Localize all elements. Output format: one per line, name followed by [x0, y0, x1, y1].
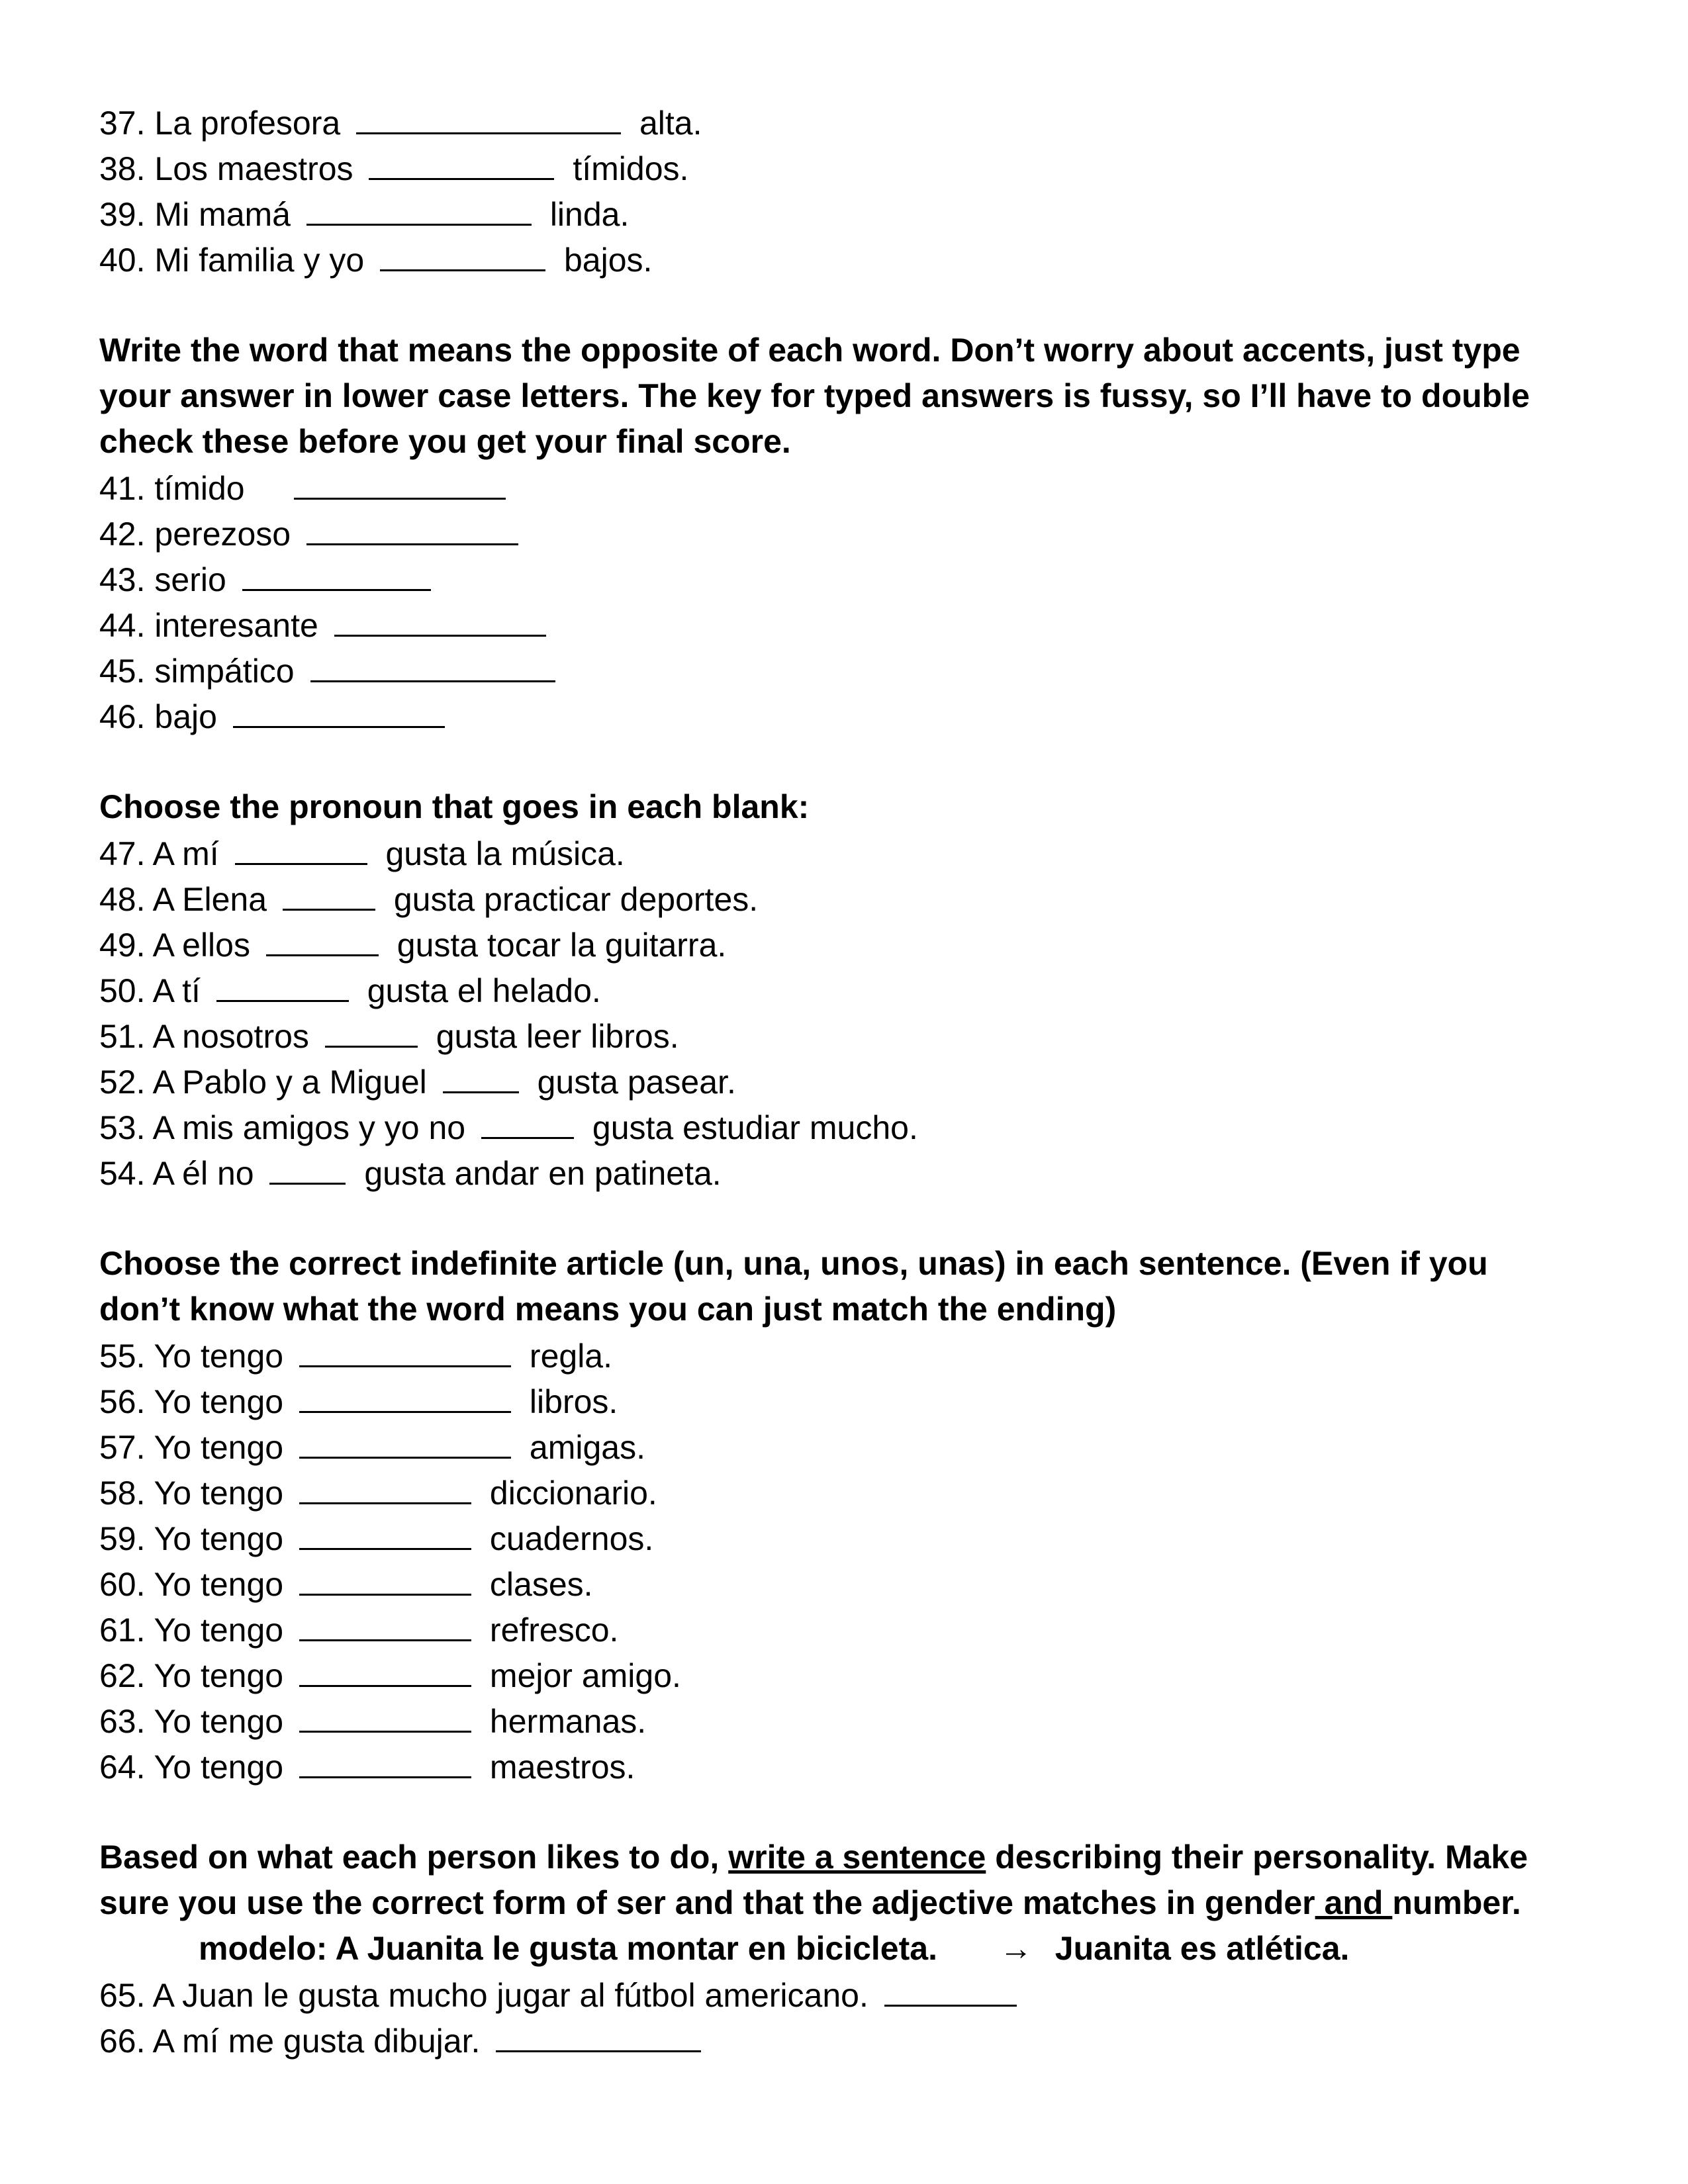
section-instruction: don’t know what the word means you can just match the ending) — [99, 1291, 1117, 1328]
question-text-end: gusta tocar la guitarra. — [397, 927, 727, 964]
answer-blank[interactable] — [443, 1058, 519, 1093]
question-61 — [99, 1606, 1589, 1652]
question-62 — [99, 1652, 1589, 1698]
answer-blank[interactable] — [269, 1150, 346, 1185]
question-text: A él no — [152, 1155, 254, 1192]
question-text-end: bajos. — [563, 242, 653, 279]
question-text: A mis amigos y yo no — [152, 1109, 466, 1146]
question-45 — [99, 647, 1589, 693]
arrow-icon: → — [999, 1930, 1033, 1967]
question-53 — [99, 1104, 1589, 1150]
section-instruction: Choose the correct indefinite article (un, una, unos, unas) in each sentence. (Even if you — [99, 1245, 1488, 1282]
question-text-end: maestros. — [489, 1749, 635, 1786]
question-text-end: gusta el helado. — [367, 972, 601, 1009]
question-41 — [99, 465, 1589, 510]
question-word: simpático — [154, 653, 295, 690]
answer-blank[interactable] — [884, 1972, 1017, 2007]
question-number: 43. — [99, 561, 146, 598]
answer-blank[interactable] — [299, 1743, 471, 1778]
answer-blank[interactable] — [294, 465, 506, 500]
worksheet-content — [99, 99, 1589, 2063]
question-54 — [99, 1150, 1589, 1195]
instruction-underlined: write a sentence — [728, 1839, 986, 1876]
answer-blank[interactable] — [235, 830, 367, 865]
question-text: Yo tengo — [154, 1475, 284, 1512]
answer-blank[interactable] — [299, 1606, 471, 1641]
question-text: Yo tengo — [154, 1338, 284, 1375]
section-instruction: check these before you get your final score. — [99, 423, 791, 460]
question-number: 58. — [99, 1475, 146, 1512]
question-57 — [99, 1424, 1589, 1469]
question-text-end: mejor amigo. — [489, 1657, 681, 1694]
question-text-end: alta. — [639, 105, 702, 142]
question-number: 59. — [99, 1520, 146, 1557]
question-text-end: libros. — [529, 1383, 618, 1420]
question-48 — [99, 876, 1589, 921]
question-text: Yo tengo — [154, 1657, 284, 1694]
question-47 — [99, 830, 1589, 876]
answer-blank[interactable] — [334, 602, 546, 637]
answer-blank[interactable] — [299, 1698, 471, 1733]
question-number: 37. — [99, 105, 146, 142]
question-text: A Pablo y a Miguel — [152, 1064, 427, 1101]
question-text: Yo tengo — [154, 1429, 284, 1466]
question-39 — [99, 191, 1589, 236]
answer-blank[interactable] — [299, 1378, 511, 1413]
answer-blank[interactable] — [496, 2017, 701, 2052]
question-text-end: regla. — [529, 1338, 612, 1375]
question-text-end: refresco. — [489, 1612, 619, 1649]
answer-blank[interactable] — [310, 647, 555, 682]
question-word: interesante — [154, 607, 318, 644]
question-number: 50. — [99, 972, 146, 1009]
answer-blank[interactable] — [266, 921, 379, 956]
question-word: perezoso — [154, 516, 291, 553]
question-number: 66. — [99, 2023, 146, 2060]
question-text: La profesora — [154, 105, 341, 142]
question-text-end: gusta practicar deportes. — [393, 881, 759, 918]
modelo-prompt: modelo: A Juanita le gusta montar en bicicleta. — [199, 1930, 937, 1967]
question-text: A tí — [152, 972, 201, 1009]
question-number: 41. — [99, 470, 146, 507]
answer-blank[interactable] — [306, 191, 532, 226]
answer-blank[interactable] — [299, 1469, 471, 1504]
instruction-underlined: and — [1315, 1884, 1393, 1921]
section-instruction: Write the word that means the opposite of each word. Don’t worry about accents, just type — [99, 332, 1521, 369]
answer-blank[interactable] — [299, 1424, 511, 1459]
modelo-example — [99, 1926, 1589, 1972]
instruction-text: number. — [1392, 1884, 1521, 1921]
question-number: 56. — [99, 1383, 146, 1420]
question-text: A mí me gusta dibujar. — [152, 2023, 481, 2060]
answer-blank[interactable] — [283, 876, 375, 911]
question-number: 61. — [99, 1612, 146, 1649]
question-number: 48. — [99, 881, 146, 918]
question-60 — [99, 1561, 1589, 1606]
answer-blank[interactable] — [299, 1652, 471, 1687]
question-text-end: diccionario. — [489, 1475, 657, 1512]
question-number: 38. — [99, 150, 146, 187]
section-instruction — [99, 1835, 1589, 1880]
question-text: Yo tengo — [154, 1612, 284, 1649]
question-49 — [99, 921, 1589, 967]
answer-blank[interactable] — [299, 1561, 471, 1596]
question-text: A Elena — [152, 881, 267, 918]
section-gap — [99, 739, 1589, 784]
question-text: Mi familia y yo — [154, 242, 365, 279]
question-number: 42. — [99, 516, 146, 553]
section-gap — [99, 1195, 1589, 1241]
question-text-end: tímidos. — [573, 150, 689, 187]
question-37 — [99, 99, 1589, 145]
question-42 — [99, 510, 1589, 556]
question-65 — [99, 1972, 1589, 2017]
question-56 — [99, 1378, 1589, 1424]
question-38 — [99, 145, 1589, 191]
question-number: 45. — [99, 653, 146, 690]
answer-blank[interactable] — [369, 145, 554, 180]
section-instruction — [99, 1880, 1589, 1926]
question-text-end: gusta andar en patineta. — [364, 1155, 722, 1192]
question-text-end: linda. — [549, 196, 630, 233]
question-44 — [99, 602, 1589, 647]
question-46 — [99, 693, 1589, 739]
question-50 — [99, 967, 1589, 1013]
question-text: A Juan le gusta mucho jugar al fútbol americano. — [152, 1977, 868, 2014]
question-number: 63. — [99, 1703, 146, 1740]
answer-blank[interactable] — [233, 693, 445, 728]
question-51 — [99, 1013, 1589, 1058]
question-text: Yo tengo — [154, 1566, 284, 1603]
question-text-end: hermanas. — [489, 1703, 647, 1740]
question-number: 55. — [99, 1338, 146, 1375]
question-number: 64. — [99, 1749, 146, 1786]
answer-blank[interactable] — [356, 99, 621, 134]
question-text: Los maestros — [154, 150, 353, 187]
question-text-end: amigas. — [529, 1429, 645, 1466]
question-number: 62. — [99, 1657, 146, 1694]
question-number: 53. — [99, 1109, 146, 1146]
question-40 — [99, 236, 1589, 282]
section-instruction: your answer in lower case letters. The key for typed answers is fussy, so I’ll have to double — [99, 377, 1530, 414]
answer-blank[interactable] — [299, 1332, 511, 1367]
section-instruction: Choose the pronoun that goes in each blank: — [99, 788, 810, 825]
question-number: 46. — [99, 698, 146, 735]
question-number: 40. — [99, 242, 146, 279]
answer-blank[interactable] — [306, 510, 518, 545]
question-word: serio — [154, 561, 226, 598]
answer-blank[interactable] — [481, 1104, 574, 1139]
question-word: tímido — [154, 470, 245, 507]
section-gap — [99, 282, 1589, 328]
answer-blank[interactable] — [242, 556, 431, 591]
modelo-answer: Juanita es atlética. — [1055, 1930, 1350, 1967]
instruction-text: Based on what each person likes to do, — [99, 1839, 729, 1876]
section-gap — [99, 1789, 1589, 1835]
question-number: 51. — [99, 1018, 146, 1055]
question-number: 65. — [99, 1977, 146, 2014]
question-text: A nosotros — [152, 1018, 309, 1055]
question-text-end: clases. — [489, 1566, 593, 1603]
question-66 — [99, 2017, 1589, 2063]
question-number: 44. — [99, 607, 146, 644]
question-58 — [99, 1469, 1589, 1515]
question-text: Mi mamá — [154, 196, 291, 233]
instruction-text: sure you use the correct form of ser and that the adjective matches in gender — [99, 1884, 1315, 1921]
question-text: Yo tengo — [154, 1703, 284, 1740]
question-text: A mí — [152, 835, 219, 872]
question-text: Yo tengo — [154, 1749, 284, 1786]
question-number: 47. — [99, 835, 146, 872]
question-text: A ellos — [152, 927, 250, 964]
question-text-end: gusta la música. — [385, 835, 625, 872]
question-word: bajo — [154, 698, 217, 735]
answer-blank[interactable] — [380, 236, 545, 271]
question-number: 57. — [99, 1429, 146, 1466]
question-number: 54. — [99, 1155, 146, 1192]
answer-blank[interactable] — [325, 1013, 418, 1048]
question-number: 52. — [99, 1064, 146, 1101]
question-number: 60. — [99, 1566, 146, 1603]
question-52 — [99, 1058, 1589, 1104]
question-text-end: gusta estudiar mucho. — [592, 1109, 918, 1146]
question-63 — [99, 1698, 1589, 1743]
question-text-end: cuadernos. — [489, 1520, 654, 1557]
question-text: Yo tengo — [154, 1383, 284, 1420]
question-59 — [99, 1515, 1589, 1561]
question-55 — [99, 1332, 1589, 1378]
question-text-end: gusta leer libros. — [436, 1018, 679, 1055]
answer-blank[interactable] — [299, 1515, 471, 1550]
question-64 — [99, 1743, 1589, 1789]
question-43 — [99, 556, 1589, 602]
answer-blank[interactable] — [216, 967, 349, 1002]
question-number: 49. — [99, 927, 146, 964]
question-text: Yo tengo — [154, 1520, 284, 1557]
question-number: 39. — [99, 196, 146, 233]
instruction-text: describing their personality. Make — [986, 1839, 1528, 1876]
question-text-end: gusta pasear. — [537, 1064, 736, 1101]
